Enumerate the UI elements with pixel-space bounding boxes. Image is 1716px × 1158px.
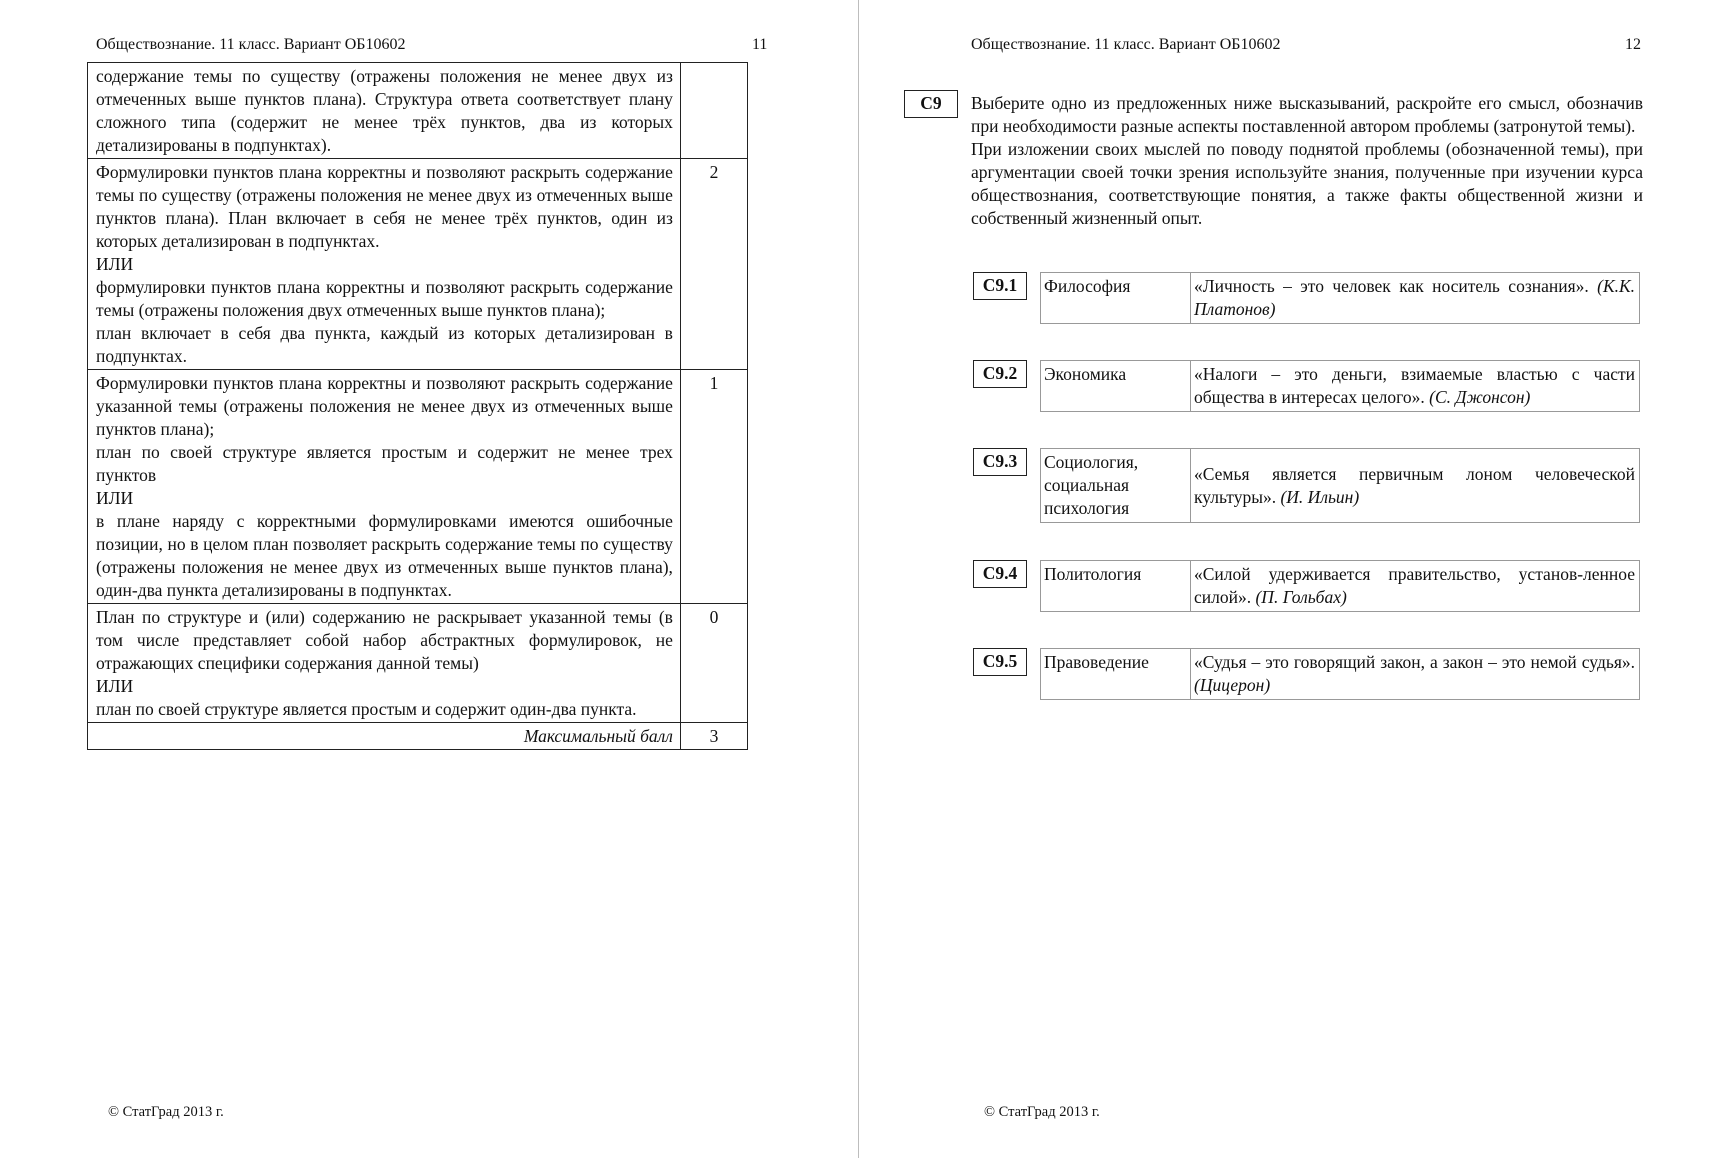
criteria-paragraph: Формулировки пунктов плана корректны и позволяют раскрыть содержание указанной темы (отражены положения не менее двух из отмеченных выше пунктов плана); bbox=[96, 373, 673, 439]
option-label: C9.4 bbox=[973, 560, 1027, 588]
criteria-paragraph: содержание темы по существу (отражены положения не менее двух из отмеченных выше пунктов плана). Структура ответа соответствует плану сложного типа (содержит не менее трёх пунктов, два из которых детализированы в подпунктах). bbox=[96, 66, 673, 155]
option-quote bbox=[1191, 449, 1640, 523]
criteria-points bbox=[680, 63, 747, 159]
option-subject: Социология, социальная психология bbox=[1041, 449, 1191, 523]
criteria-row bbox=[88, 63, 748, 159]
criteria-paragraph: ИЛИ bbox=[96, 488, 134, 508]
option-row bbox=[1041, 649, 1640, 700]
criteria-paragraph: план по своей структуре является простым и содержит не менее трех пунктов bbox=[96, 442, 673, 485]
criteria-paragraph: формулировки пунктов плана корректны и позволяют раскрыть содержание темы (отражены положения двух отмеченных выше пунктов плана); bbox=[96, 277, 673, 320]
quote-text: «Налоги – это деньги, взимаемые властью с части общества в интересах целого». bbox=[1194, 364, 1635, 407]
page-divider bbox=[858, 0, 859, 1158]
option-quote bbox=[1191, 649, 1640, 700]
instruction-paragraph: При изложении своих мыслей по поводу поднятой проблемы (обозначенной темы), при аргументации своей точки зрения используйте знания, полученные при изучении курса обществознания, соответствующие понятия, а также факты общественной жизни и собственный жизненный опыт. bbox=[971, 139, 1643, 228]
criteria-paragraph: ИЛИ bbox=[96, 676, 134, 696]
option-row bbox=[1041, 449, 1640, 523]
option-label: C9.1 bbox=[973, 272, 1027, 300]
criteria-paragraph: Формулировки пунктов плана корректны и позволяют раскрыть содержание темы по существу (отражены положения не менее двух из отмеченных выше пунктов плана). План включает в себя не менее трёх пунктов, один из которых детализирован в подпунктах. bbox=[96, 162, 673, 251]
max-score-row bbox=[88, 723, 748, 750]
option-row bbox=[1041, 273, 1640, 324]
criteria-row bbox=[88, 604, 748, 723]
option-label: C9.5 bbox=[973, 648, 1027, 676]
criteria-text bbox=[88, 370, 681, 604]
criteria-points: 2 bbox=[680, 159, 747, 370]
task-instructions bbox=[971, 92, 1643, 230]
option-table bbox=[1040, 648, 1640, 700]
option-row bbox=[1041, 561, 1640, 612]
quote-text: «Личность – это человек как носитель сознания». bbox=[1194, 276, 1589, 296]
quote-text: «Семья является первичным лоном человеческой культуры». bbox=[1194, 463, 1635, 507]
option-table bbox=[1040, 560, 1640, 612]
criteria-paragraph: план включает в себя два пункта, каждый из которых детализирован в подпунктах. bbox=[96, 323, 673, 366]
quote-text: «Силой удерживается правительство, установ-ленное силой». bbox=[1194, 564, 1635, 607]
criteria-paragraph: План по структуре и (или) содержанию не раскрывает указанной темы (в том числе представляет собой набор абстрактных формулировок, не отражающих специфики содержания данной темы) bbox=[96, 607, 673, 673]
criteria-paragraph: в плане наряду с корректными формулировками имеются ошибочные позиции, но в целом план позволяет раскрыть содержание темы по существу (отражены положения не менее двух из отмеченных выше пунктов плана), один-два пункта детализированы в подпунктах. bbox=[96, 511, 673, 600]
option-table bbox=[1040, 360, 1640, 412]
quote-author: (К.К. Платонов) bbox=[1194, 276, 1635, 319]
quote-author: (И. Ильин) bbox=[1280, 486, 1360, 507]
option-quote bbox=[1191, 273, 1640, 324]
criteria-text bbox=[88, 604, 681, 723]
max-score-label: Максимальный балл bbox=[88, 723, 681, 750]
criteria-text bbox=[88, 159, 681, 370]
criteria-paragraph: ИЛИ bbox=[96, 254, 134, 274]
right-footer: © СтатГрад 2013 г. bbox=[984, 1104, 1100, 1120]
task-label: C9 bbox=[904, 90, 958, 118]
option-subject: Экономика bbox=[1041, 361, 1191, 412]
quote-author: (Цицерон) bbox=[1194, 675, 1271, 695]
max-score-value: 3 bbox=[680, 723, 747, 750]
criteria-row bbox=[88, 159, 748, 370]
criteria-points: 0 bbox=[680, 604, 747, 723]
quote-author: (П. Гольбах) bbox=[1255, 587, 1347, 607]
right-page-number: 12 bbox=[1625, 36, 1641, 53]
option-subject: Философия bbox=[1041, 273, 1191, 324]
criteria-text bbox=[88, 63, 681, 159]
left-page-number: 11 bbox=[752, 36, 768, 53]
option-subject: Политология bbox=[1041, 561, 1191, 612]
quote-author: (С. Джонсон) bbox=[1429, 387, 1531, 407]
instruction-paragraph: Выберите одно из предложенных ниже высказываний, раскройте его смысл, обозначив при необходимости разные аспекты поставленной автором проблемы (затронутой темы). bbox=[971, 93, 1643, 136]
left-footer: © СтатГрад 2013 г. bbox=[108, 1104, 224, 1120]
option-table bbox=[1040, 448, 1640, 523]
criteria-points: 1 bbox=[680, 370, 747, 604]
quote-text: «Судья – это говорящий закон, а закон – это немой судья». bbox=[1194, 652, 1635, 672]
option-subject: Правоведение bbox=[1041, 649, 1191, 700]
criteria-table bbox=[87, 62, 748, 750]
option-label: C9.2 bbox=[973, 360, 1027, 388]
criteria-row bbox=[88, 370, 748, 604]
option-row bbox=[1041, 361, 1640, 412]
right-header-title: Обществознание. 11 класс. Вариант ОБ10602 bbox=[971, 36, 1281, 53]
left-header-title: Обществознание. 11 класс. Вариант ОБ10602 bbox=[96, 36, 406, 53]
option-table bbox=[1040, 272, 1640, 324]
option-quote bbox=[1191, 561, 1640, 612]
criteria-paragraph: план по своей структуре является простым и содержит один-два пункта. bbox=[96, 699, 637, 719]
option-quote bbox=[1191, 361, 1640, 412]
option-label: C9.3 bbox=[973, 448, 1027, 476]
